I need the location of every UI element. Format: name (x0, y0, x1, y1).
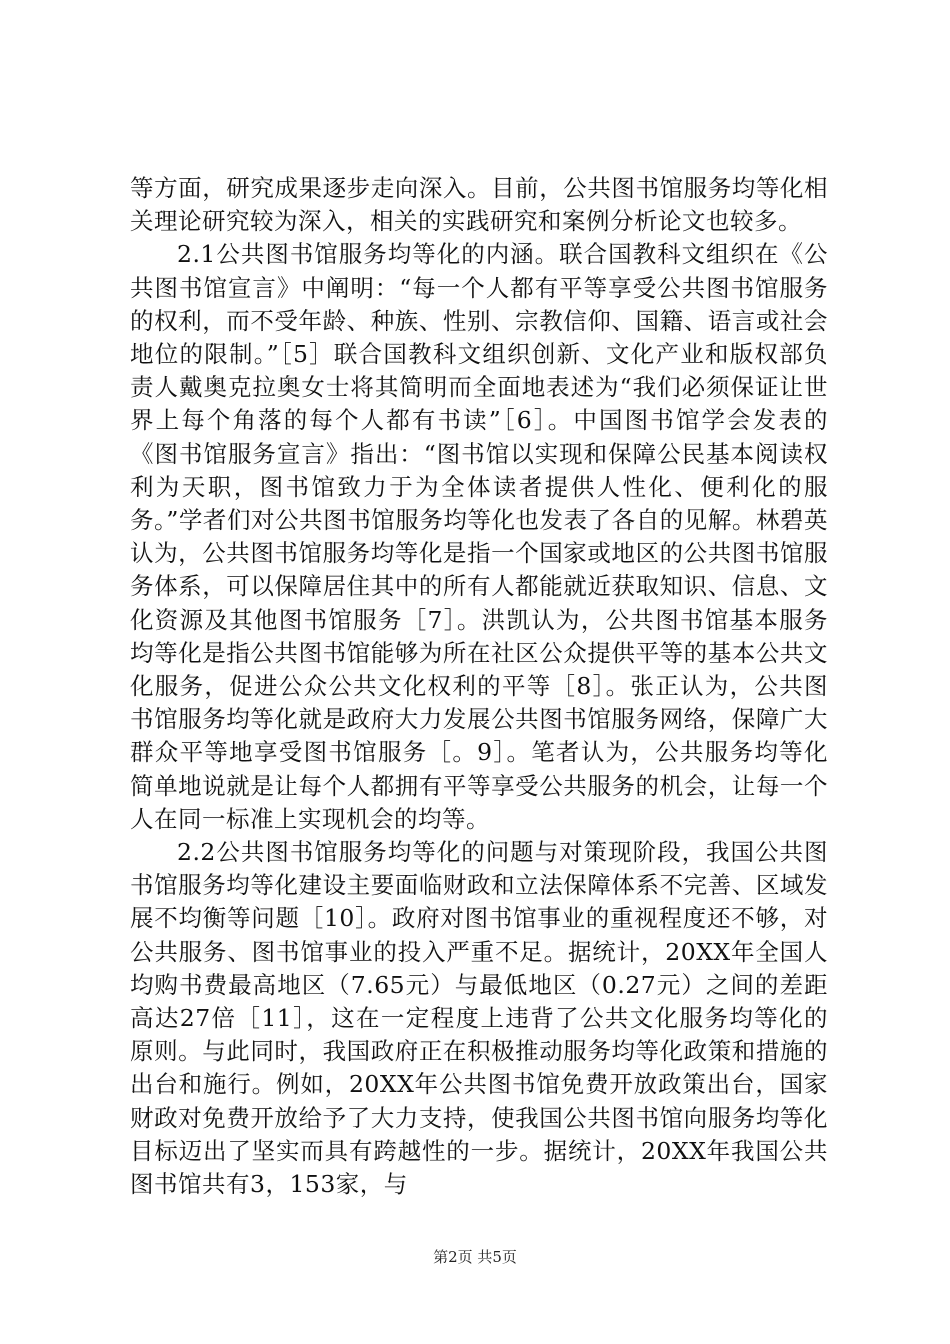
body-paragraph-continuation: 等方面，研究成果逐步走向深入。目前，公共图书馆服务均等化相关理论研究较为深入，相关的实践研究和案例分析论文也较多。 (130, 174, 828, 236)
body-paragraph-section-2-1: 2.1公共图书馆服务均等化的内涵。联合国教科文组织在《公共图书馆宣言》中阐明：“每一个人都有平等享受公共图书馆服务的权利，而不受年龄、种族、性别、宗教信仰、国籍、语言或社会地位的限制。”［5］联合国教科文组织创新、文化产业和版权部负责人戴奥克拉奥女士将其简明而全面地表述为“我们必须保证让世界上每个角落的每个人都有书读”［6］。中国图书馆学会发表的《图书馆服务宣言》指出：“图书馆以实现和保障公民基本阅读权利为天职，图书馆致力于为全体读者提供人性化、便利化的服务。”学者们对公共图书馆服务均等化也发表了各自的见解。林碧英认为，公共图书馆服务均等化是指一个国家或地区的公共图书馆服务体系，可以保障居住其中的所有人都能就近获取知识、信息、文化资源及其他图书馆服务［7］。洪凯认为，公共图书馆基本服务均等化是指公共图书馆能够为所在社区公众提供平等的基本公共文化服务，促进公众公共文化权利的平等［8］。张正认为，公共图书馆服务均等化就是政府大力发展公共图书馆服务网络，保障广大群众平等地享受图书馆服务［。9］。笔者认为，公共服务均等化简单地说就是让每个人都拥有平等享受公共服务的机会，让每一个人在同一标准上实现机会的均等。 (130, 240, 828, 833)
document-body (130, 172, 828, 1201)
page-number-footer: 第2页 共5页 (433, 1248, 517, 1266)
body-paragraph-section-2-2: 2.2公共图书馆服务均等化的问题与对策现阶段，我国公共图书馆服务均等化建设主要面临财政和立法保障体系不完善、区域发展不均衡等问题［10］。政府对图书馆事业的重视程度还不够，对公共服务、图书馆事业的投入严重不足。据统计，20XX年全国人均购书费最高地区（7.65元）与最低地区（0.27元）之间的差距高达27倍［11］，这在一定程度上违背了公共文化服务均等化的原则。与此同时，我国政府正在积极推动服务均等化政策和措施的出台和施行。例如，20XX年公共图书馆免费开放政策出台，国家财政对免费开放给予了大力支持，使我国公共图书馆向服务均等化目标迈出了坚实而具有跨越性的一步。据统计，20XX年我国公共图书馆共有3，153家，与 (130, 838, 828, 1199)
